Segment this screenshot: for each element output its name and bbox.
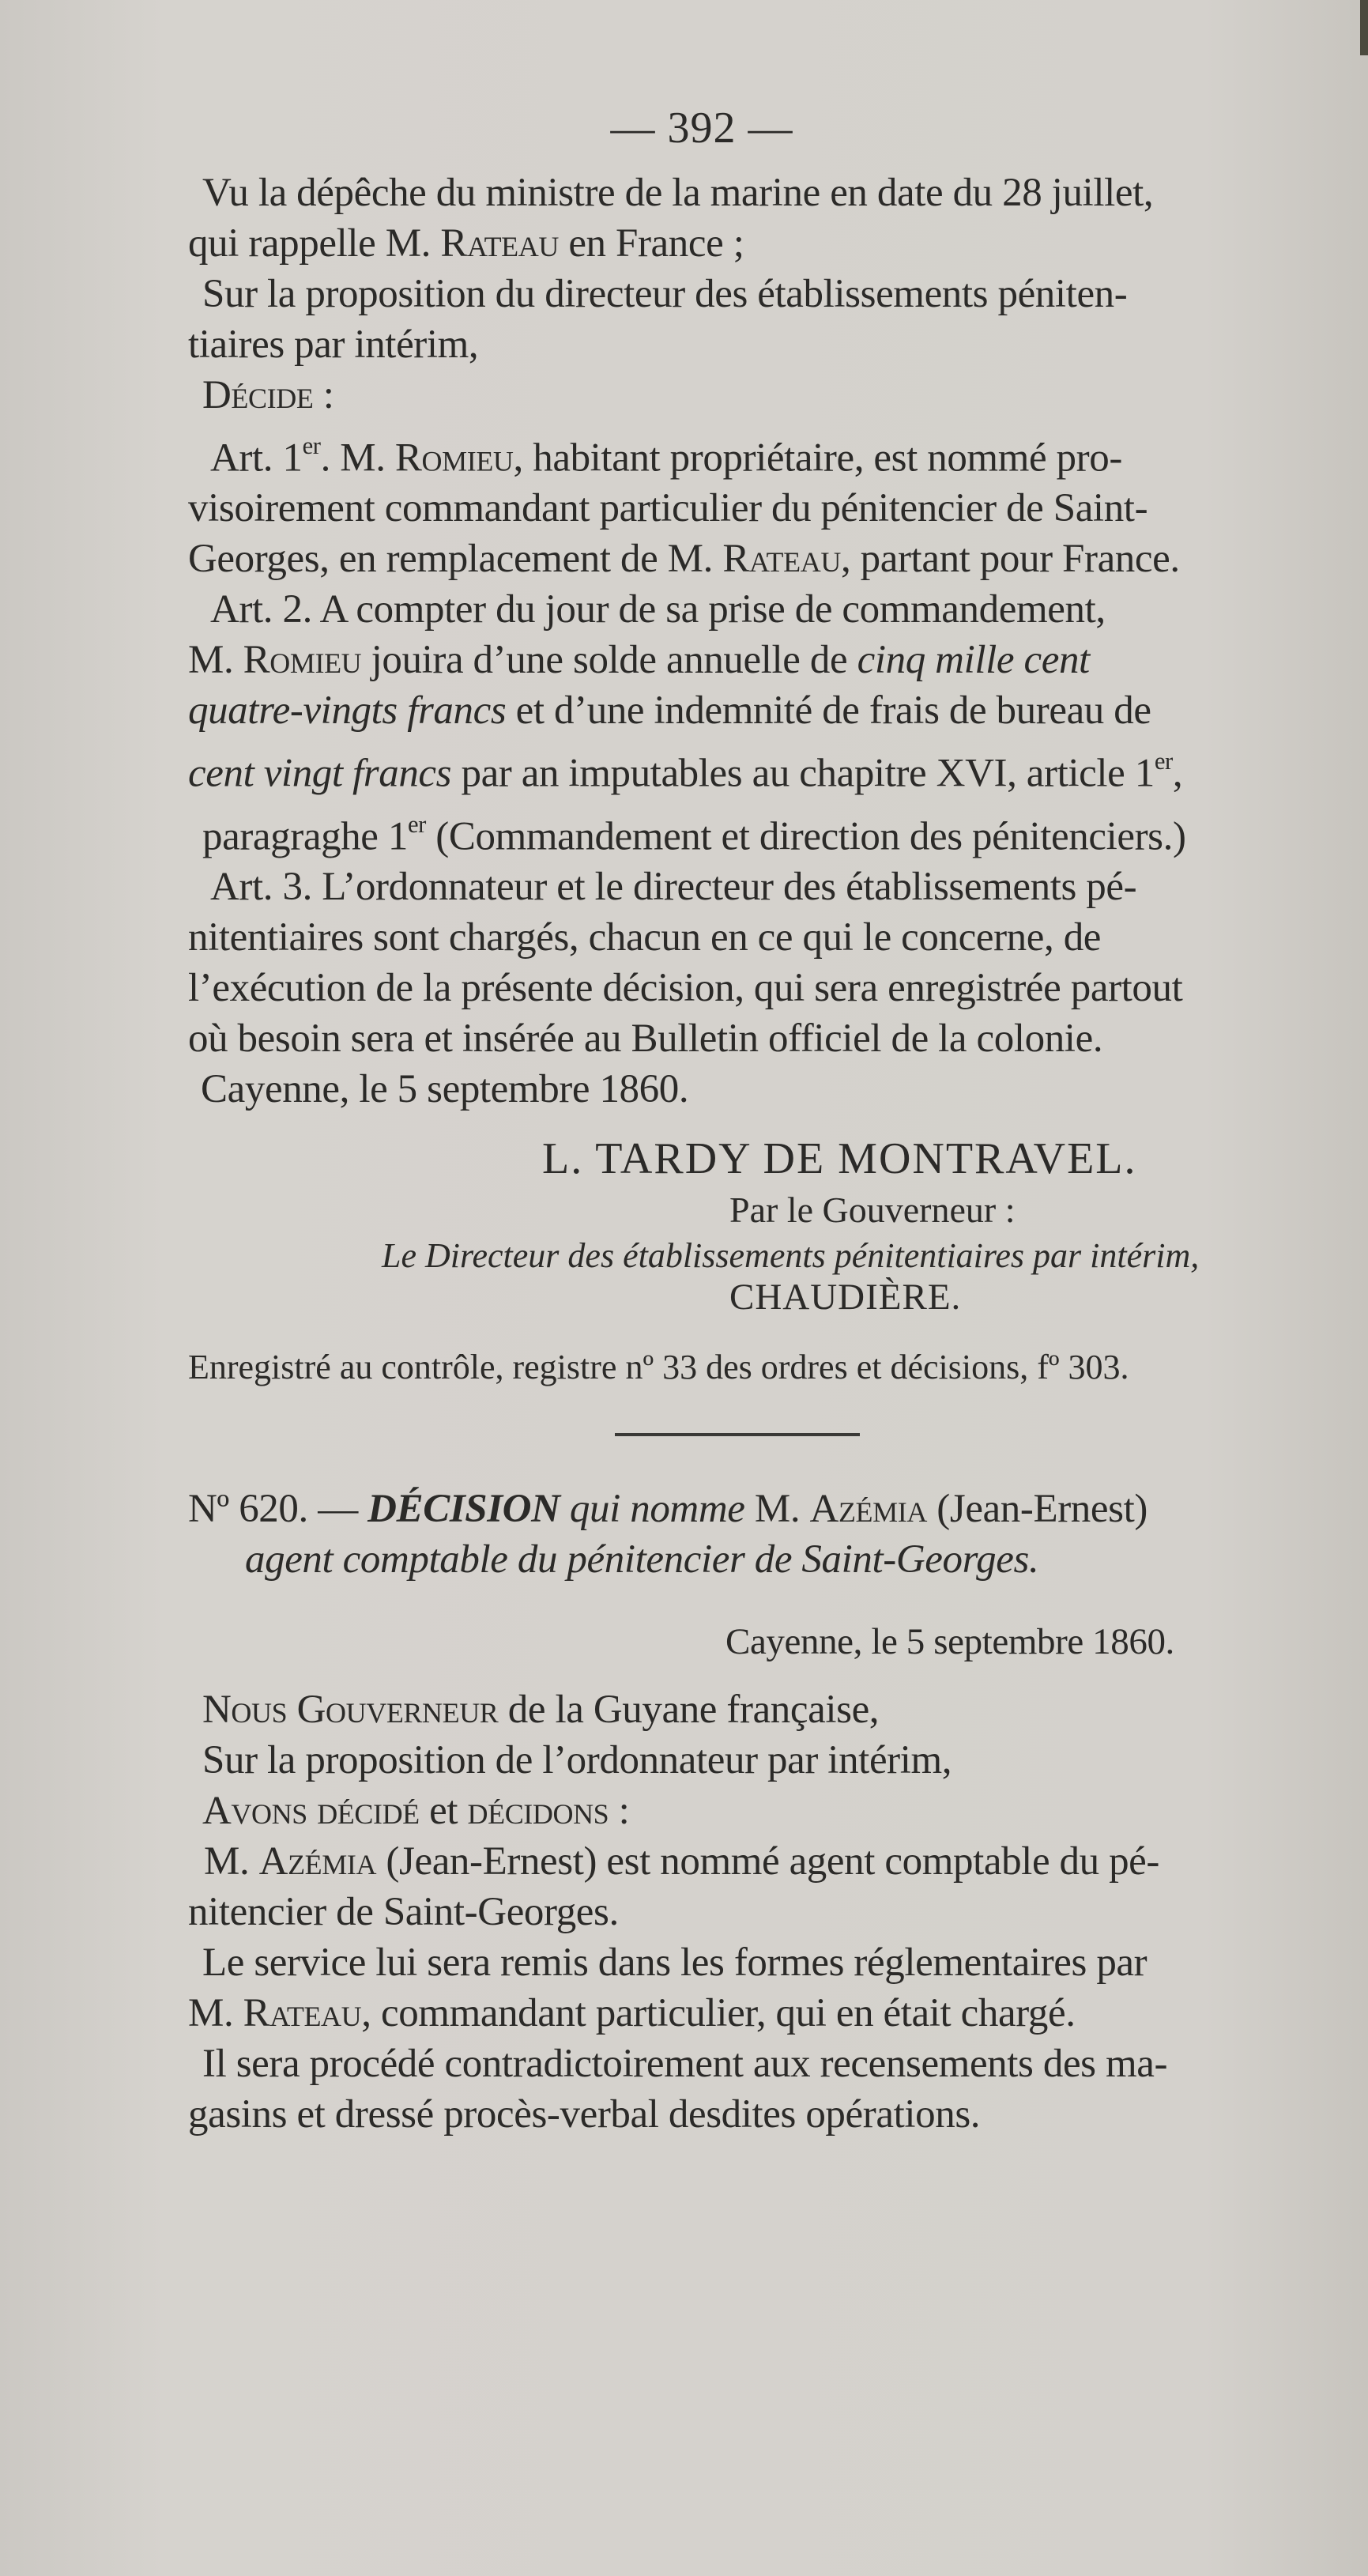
text-segment: Rateau [243,1991,362,2036]
text-segment: (Jean-Ernest) est nommé agent comptable du pé- [376,1839,1159,1884]
top-line [188,319,1368,370]
top-line [188,370,1368,421]
signature-chaudiere: CHAUDIÈRE. [729,1277,962,1318]
directeur-title-line: Le Directeur des établissements pénitentiaires par intérim, [382,1236,1200,1276]
text-segment: Cayenne, le 5 septembre 1860. [201,1067,689,1112]
text-segment: Rateau [440,221,559,266]
bottom-line [188,1684,1368,1735]
text-segment: nitentiaires sont chargés, chacun en ce qui le concerne, de [188,915,1102,960]
bottom-line [188,1735,1368,1786]
text-segment: Sur la proposition du directeur des établissements péniten- [202,272,1128,316]
text-segment: er [407,810,426,838]
top-line [188,685,1368,736]
top-line [188,421,1368,483]
text-segment: Il sera procédé contradictoirement aux recensements des ma- [202,2042,1168,2087]
text-segment: er [1154,748,1173,775]
top-line [188,1013,1368,1064]
text-segment: Art. 3. L’ordonnateur et le directeur des établissements pé- [210,865,1137,910]
decision-620-title [188,1484,1368,1585]
text-segment: où besoin sera et insérée au Bulletin officiel de la colonie. [188,1016,1103,1062]
bottom-line [188,1836,1368,1887]
text-segment: Nº 620. — [188,1487,368,1532]
text-segment: en France ; [558,221,744,266]
section-divider [615,1433,860,1436]
page-number-header: — 392 — [610,104,793,153]
text-segment: M. [188,1991,243,2036]
text-segment: et d’une indemnité de frais de bureau de [506,688,1151,734]
text-segment: et [419,1789,468,1834]
text-segment: Azémia [258,1839,377,1884]
text-segment: M. [744,1487,810,1532]
text-segment: : [313,373,334,417]
top-line [188,483,1368,534]
text-segment: : [609,1789,630,1834]
top-line [188,963,1368,1013]
text-segment: , [1172,751,1183,796]
text-segment: Rateau [722,537,841,582]
top-line [188,269,1368,319]
text-segment: Romieu [394,436,514,481]
signature-governor: L. TARDY DE MONTRAVEL. [542,1134,1137,1184]
text-segment: Azémia [809,1487,927,1532]
text-segment: Art. 2. A compter du jour de sa prise de commandement, [210,587,1106,632]
text-segment: Le service lui sera remis dans les formes réglementaires par [202,1940,1148,1986]
text-segment: M. [188,638,243,683]
top-line [188,736,1368,798]
text-segment: nitencier de Saint-Georges. [188,1890,619,1935]
decision-text-top [188,168,1368,1115]
text-segment: agent comptable du pénitencier de Saint-Georges. [245,1537,1039,1582]
text-segment: Art. 1 [210,436,303,481]
text-segment: cent vingt francs [188,751,452,796]
text-segment: , habitant propriétaire, est nommé pro- [513,436,1122,481]
text-segment: Vu la dépêche du ministre de la marine en date du 28 juillet, [202,171,1154,215]
bottom-line [188,1887,1368,1937]
text-segment: jouira d’une solde annuelle de [361,638,857,683]
bottom-line [188,1786,1368,1836]
top-line [188,635,1368,685]
bottom-line [188,2089,1368,2140]
text-segment: de la Guyane française, [498,1688,880,1733]
text-segment: paragraghe 1 [202,814,408,859]
text-segment: M. [204,1839,259,1884]
text-segment: l’exécution de la présente décision, qui sera enregistrée partout [188,966,1183,1011]
top-line [188,799,1368,862]
title-line [188,1534,1368,1585]
bottom-line [188,1937,1368,1988]
bottom-line [188,2039,1368,2089]
text-segment: (Jean-Ernest) [926,1487,1148,1532]
text-segment: , commandant particulier, qui en était chargé. [361,1991,1076,2036]
text-segment: décidons [467,1789,609,1834]
top-line [188,218,1368,269]
top-line [188,1064,1368,1115]
text-segment: Décide [202,373,314,417]
text-segment: (Commandement et direction des pénitenciers.) [425,814,1186,859]
text-segment: cinq mille cent [857,638,1090,683]
text-segment: er [302,432,321,459]
text-segment: par an imputables au chapitre XVI, article 1 [451,751,1155,796]
top-line [188,584,1368,635]
text-segment: Nous Gouverneur [202,1688,499,1733]
text-segment: visoirement commandant particulier du pénitencier de Saint- [188,486,1148,531]
top-line [188,534,1368,584]
top-line [188,912,1368,963]
title-line [188,1484,1368,1534]
text-segment: gasins et dressé procès-verbal desdites opérations. [188,2092,981,2137]
registration-note: Enregistré au contrôle, registre nº 33 des ordres et décisions, fº 303. [188,1348,1129,1387]
text-segment: tiaires par intérim, [188,322,479,367]
text-segment: qui rappelle M. [188,221,441,266]
bottom-line [188,1988,1368,2039]
text-segment: Romieu [243,638,362,683]
page-edge-mark [1360,0,1368,55]
decision-date-line: Cayenne, le 5 septembre 1860. [725,1621,1174,1663]
text-segment: quatre-vingts francs [188,688,507,734]
text-segment: Sur la proposition de l’ordonnateur par intérim, [202,1738,952,1783]
text-segment: Avons décidé [202,1789,420,1834]
text-segment: . M. [320,436,395,481]
text-segment: , partant pour France. [840,537,1180,582]
top-line [188,862,1368,912]
text-segment: Georges, en remplacement de M. [188,537,723,582]
decision-text-bottom [188,1684,1368,2140]
top-line [188,168,1368,218]
par-le-gouverneur: Par le Gouverneur : [729,1190,1016,1231]
text-segment: DÉCISION [367,1487,560,1532]
text-segment: qui nomme [560,1487,745,1532]
